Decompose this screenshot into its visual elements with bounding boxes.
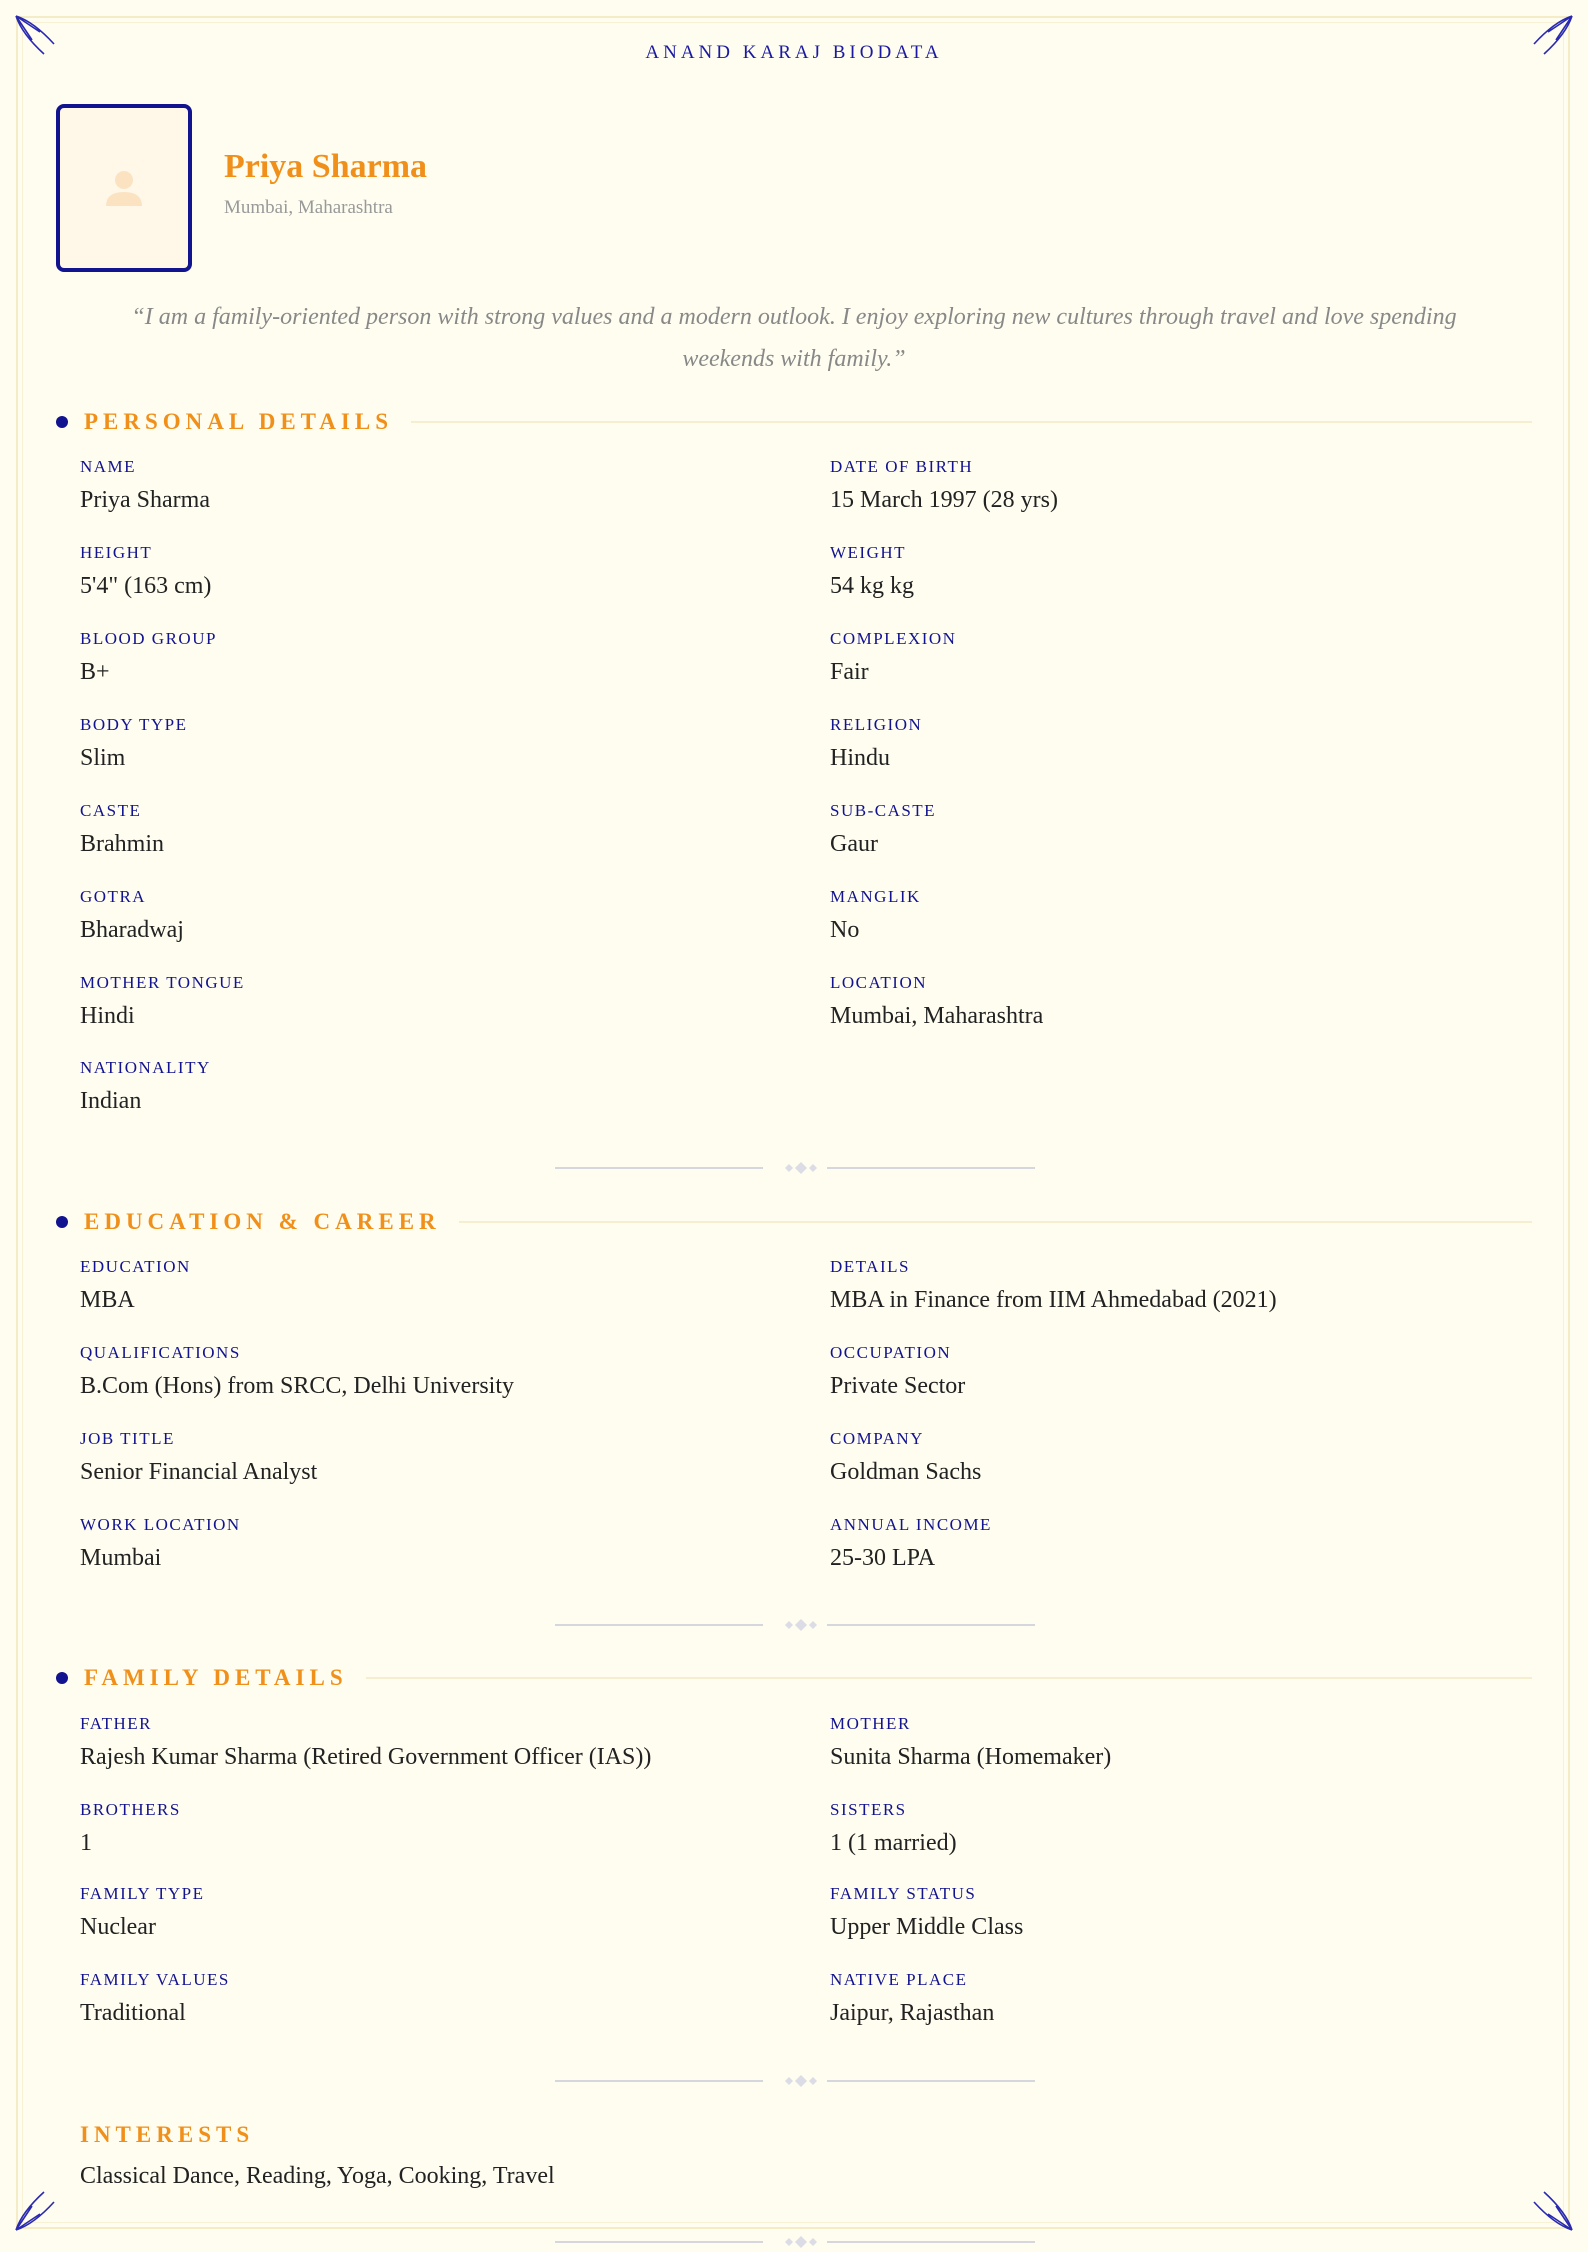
field-details (830, 1257, 1277, 1314)
corner-ornament-icon (14, 2186, 60, 2232)
field-value: Priya Sharma (80, 487, 210, 513)
field-value: Indian (80, 1088, 142, 1114)
field-label: OCCUPATION (830, 1343, 952, 1362)
field-label: ANNUAL INCOME (830, 1515, 992, 1534)
field-mother-tongue (80, 973, 245, 1030)
field-value: Senior Financial Analyst (80, 1459, 318, 1485)
field-label: WEIGHT (830, 543, 907, 562)
section-header-education (56, 1207, 1532, 1237)
field-mother (830, 1714, 1111, 1771)
field-complexion (830, 629, 956, 686)
field-value: 1 (80, 1830, 92, 1856)
field-label: MOTHER TONGUE (80, 973, 245, 992)
field-label: DATE OF BIRTH (830, 457, 974, 476)
field-gotra (80, 887, 184, 944)
interests-value: Classical Dance, Reading, Yoga, Cooking, Travel (80, 2163, 555, 2189)
profile-photo (56, 104, 192, 272)
field-label: BLOOD GROUP (80, 629, 217, 648)
field-label: JOB TITLE (80, 1429, 175, 1448)
field-value: 5'4" (163 cm) (80, 573, 212, 599)
field-label: NATIVE PLACE (830, 1970, 968, 1989)
field-label: SUB-CASTE (830, 801, 937, 820)
field-location (830, 973, 1043, 1030)
field-family-status (830, 1884, 1023, 1941)
section-header-personal (56, 407, 1532, 437)
field-annual-income (830, 1515, 992, 1572)
field-value: MBA in Finance from IIM Ahmedabad (2021) (830, 1287, 1277, 1313)
field-label: SISTERS (830, 1800, 907, 1819)
field-company (830, 1429, 981, 1486)
field-date-of-birth (830, 457, 1058, 514)
ornamental-divider (555, 1615, 1035, 1635)
field-value: Brahmin (80, 831, 164, 857)
field-value: MBA (80, 1287, 135, 1313)
field-label: LOCATION (830, 973, 927, 992)
field-value: Traditional (80, 2000, 186, 2026)
field-value: 25-30 LPA (830, 1545, 936, 1571)
field-value: Jaipur, Rajasthan (830, 2000, 995, 2026)
document-title: ANAND KARAJ BIODATA (645, 42, 943, 63)
field-religion (830, 715, 922, 772)
field-value: B.Com (Hons) from SRCC, Delhi University (80, 1373, 515, 1399)
field-brothers (80, 1800, 181, 1857)
field-value: B+ (80, 659, 110, 685)
field-label: FAMILY TYPE (80, 1884, 205, 1903)
field-name (80, 457, 210, 514)
field-qualifications (80, 1343, 514, 1400)
field-label: NATIONALITY (80, 1058, 211, 1077)
field-label: FAMILY VALUES (80, 1970, 230, 1989)
field-native-place (830, 1970, 994, 2027)
ornamental-divider (555, 1158, 1035, 1178)
field-value: Mumbai, Maharashtra (830, 1003, 1044, 1029)
field-value: Mumbai (80, 1545, 162, 1571)
field-value: Nuclear (80, 1914, 156, 1940)
field-label: COMPLEXION (830, 629, 957, 648)
about-quote: “I am a family-oriented person with strong values and a modern outlook. I enjoy exploring new cultures through travel and love spending weekends with family.” (131, 304, 1457, 372)
field-value: Sunita Sharma (Homemaker) (830, 1744, 1112, 1770)
field-family-type (80, 1884, 205, 1941)
section-rule (366, 1677, 1532, 1679)
field-sisters (830, 1800, 957, 1857)
field-label: NAME (80, 457, 137, 476)
section-rule (411, 421, 1532, 423)
field-father (80, 1714, 651, 1771)
field-value: Bharadwaj (80, 917, 184, 943)
profile-name: Priya Sharma (224, 148, 428, 185)
field-value: Rajesh Kumar Sharma (Retired Government Officer (IAS)) (80, 1744, 652, 1770)
field-value: No (830, 917, 860, 943)
profile-location: Mumbai, Maharashtra (224, 197, 393, 218)
field-label: CASTE (80, 801, 142, 820)
ornamental-divider (555, 2071, 1035, 2091)
field-label: BODY TYPE (80, 715, 188, 734)
field-value: Hindi (80, 1003, 135, 1029)
field-value: 54 kg kg (830, 573, 914, 599)
field-value: Gaur (830, 831, 878, 857)
field-label: WORK LOCATION (80, 1515, 241, 1534)
field-work-location (80, 1515, 241, 1572)
section-header-family (56, 1663, 1532, 1693)
field-value: Private Sector (830, 1373, 966, 1399)
field-manglik (830, 887, 921, 944)
section-title: FAMILY DETAILS (84, 1665, 348, 1690)
field-label: MOTHER (830, 1714, 911, 1733)
section-title: EDUCATION & CAREER (84, 1209, 441, 1234)
section-title: PERSONAL DETAILS (84, 409, 394, 434)
field-value: Hindu (830, 745, 890, 771)
field-label: RELIGION (830, 715, 923, 734)
field-caste (80, 801, 164, 858)
field-label: GOTRA (80, 887, 147, 906)
field-education (80, 1257, 191, 1314)
field-value: Goldman Sachs (830, 1459, 982, 1485)
field-value: Fair (830, 659, 869, 685)
field-weight (830, 543, 914, 600)
field-label: DETAILS (830, 1257, 910, 1276)
user-avatar-icon (100, 164, 148, 212)
field-label: QUALIFICATIONS (80, 1343, 241, 1362)
field-body-type (80, 715, 187, 772)
field-label: FAMILY STATUS (830, 1884, 977, 1903)
section-rule (459, 1221, 1532, 1223)
bullet-icon (56, 1216, 68, 1228)
field-nationality (80, 1058, 211, 1115)
field-label: FATHER (80, 1714, 152, 1733)
corner-ornament-icon (1528, 2186, 1574, 2232)
field-blood-group (80, 629, 217, 686)
field-family-values (80, 1970, 230, 2027)
field-sub-caste (830, 801, 936, 858)
field-label: HEIGHT (80, 543, 153, 562)
field-label: EDUCATION (80, 1257, 191, 1276)
interests-title: INTERESTS (80, 2122, 255, 2147)
field-occupation (830, 1343, 965, 1400)
field-value: 15 March 1997 (28 yrs) (830, 487, 1058, 513)
field-label: COMPANY (830, 1429, 924, 1448)
field-height (80, 543, 211, 600)
ornamental-divider (555, 2232, 1035, 2252)
bullet-icon (56, 416, 68, 428)
field-value: Slim (80, 745, 126, 771)
field-value: Upper Middle Class (830, 1914, 1024, 1940)
field-job-title (80, 1429, 317, 1486)
field-value: 1 (1 married) (830, 1830, 957, 1856)
field-label: BROTHERS (80, 1800, 181, 1819)
bullet-icon (56, 1672, 68, 1684)
field-label: MANGLIK (830, 887, 921, 906)
